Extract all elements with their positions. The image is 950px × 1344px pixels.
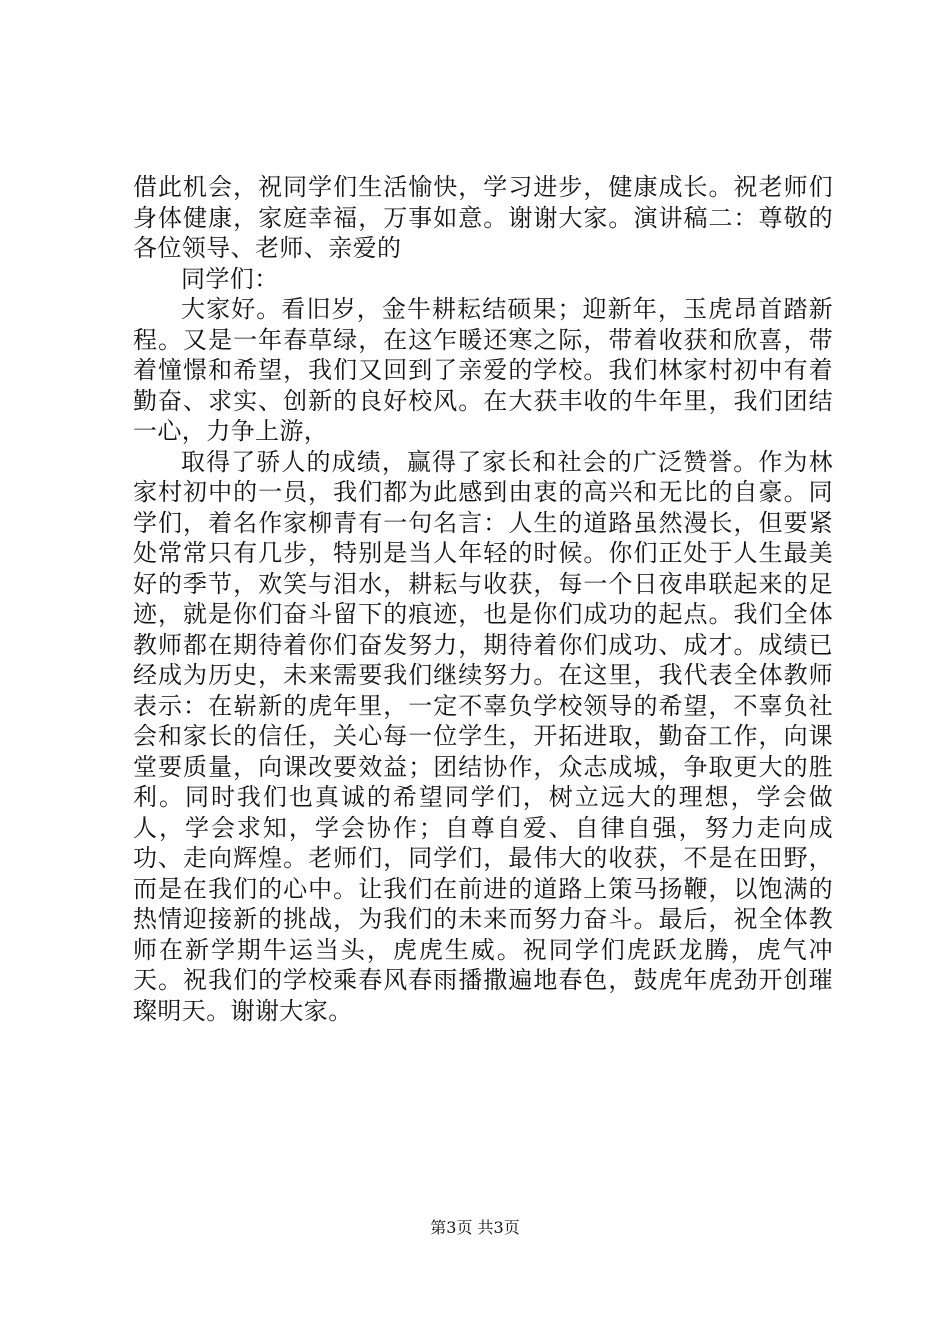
paragraph-4: 取得了骄人的成绩，赢得了家长和社会的广泛赞誉。作为林家村初中的一员，我们都为此感到由衷的高兴和无比的自豪。同学们，着名作家柳青有一句名言：人生的道路虽然漫长，但要紧处常常只有几步，特别是当人年轻的时候。你们正处于人生最美好的季节，欢笑与泪水，耕耘与收获，每一个日夜串联起来的足迹，就是你们奋斗留下的痕迹，也是你们成功的起点。我们全体教师都在期待着你们奋发努力，期待着你们成功、成才。成绩已经成为历史，未来需要我们继续努力。在这里，我代表全体教师表示：在崭新的虎年里，一定不辜负学校领导的希望，不辜负社会和家长的信任，关心每一位学生，开拓进取，勤奋工作，向课堂要质量，向课改要效益；团结协作，众志成城，争取更大的胜利。同时我们也真诚的希望同学们，树立远大的理想，学会做人，学会求知，学会协作；自尊自爱、自律自强，努力走向成功、走向辉煌。老师们，同学们，最伟大的收获，不是在田野，而是在我们的心中。让我们在前进的道路上策马扬鞭，以饱满的热情迎接新的挑战，为我们的未来而努力奋斗。最后，祝全体教师在新学期牛运当头，虎虎生威。祝同学们虎跃龙腾，虎气冲天。祝我们的学校乘春风春雨播撒遍地春色，鼓虎年虎劲开创璀璨明天。谢谢大家。 [133,447,833,1025]
paragraph-2: 同学们： [181,264,279,293]
document-body [133,172,833,1026]
paragraph-3: 大家好。看旧岁，金牛耕耘结硕果；迎新年，玉虎昂首踏新程。又是一年春草绿，在这乍暖还寒之际，带着收获和欣喜，带着憧憬和希望，我们又回到了亲爱的学校。我们林家村初中有着勤奋、求实、创新的良好校风。在大获丰收的牛年里，我们团结一心，力争上游， [133,295,833,445]
paragraph-1: 借此机会，祝同学们生活愉快，学习进步，健康成长。祝老师们身体健康，家庭幸福，万事如意。谢谢大家。演讲稿二：尊敬的各位领导、老师、亲爱的 [133,173,833,262]
page-footer: 第3页 共3页 [430,1218,520,1237]
